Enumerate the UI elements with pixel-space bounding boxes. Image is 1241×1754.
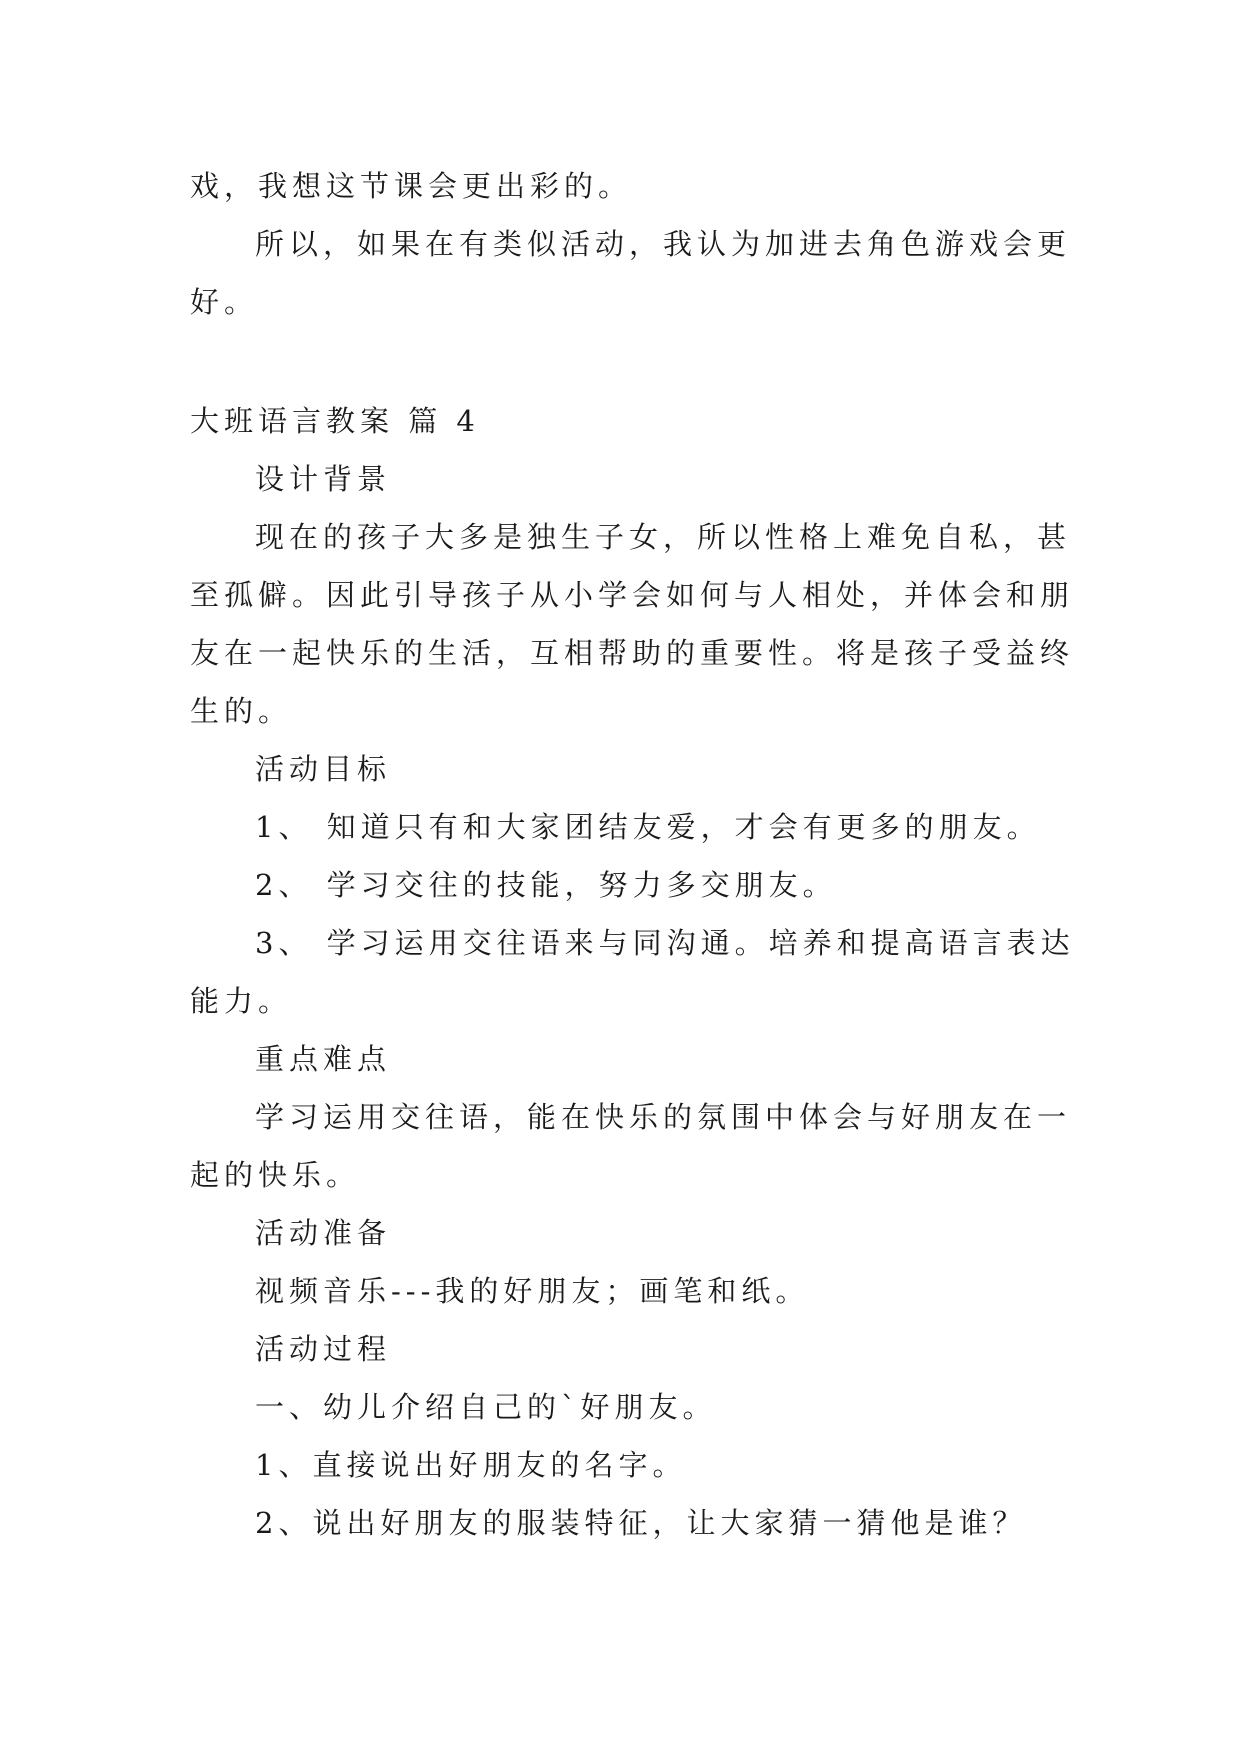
heading-process: 活动过程	[255, 1332, 392, 1366]
text-line-6: 现在的孩子大多是独生子女，所以性格上难免自私，甚	[255, 520, 1072, 554]
text-line-7: 至孤僻。因此引导孩子从小学会如何与人相处，并体会和朋	[190, 578, 1075, 612]
text-line-3: 好。	[190, 285, 259, 319]
text-line-1: 戏，我想这节课会更出彩的。	[190, 169, 633, 203]
text-line-2: 所以，如果在有类似活动，我认为加进去角色游戏会更	[255, 227, 1072, 261]
text-line-16: 学习运用交往语，能在快乐的氛围中体会与好朋友在一	[255, 1100, 1072, 1134]
heading-key-points: 重点难点	[255, 1042, 392, 1076]
text-line-9: 生的。	[190, 694, 293, 728]
text-line-17: 起的快乐。	[190, 1158, 361, 1192]
text-line-8: 友在一起快乐的生活，互相帮助的重要性。将是孩子受益终	[190, 636, 1075, 670]
section-heading: 大班语言教案 篇 4	[190, 404, 480, 438]
process-item-2: 2、说出好朋友的服装特征，让大家猜一猜他是谁？	[255, 1506, 1027, 1540]
goal-item-1: 1、 知道只有和大家团结友爱，才会有更多的朋友。	[255, 810, 1041, 844]
text-line-14: 能力。	[190, 984, 293, 1018]
heading-design-background: 设计背景	[255, 462, 392, 496]
heading-preparation: 活动准备	[255, 1216, 392, 1250]
heading-activity-goals: 活动目标	[255, 752, 392, 786]
process-step-1: 一、幼儿介绍自己的`好朋友。	[255, 1390, 717, 1424]
goal-item-2: 2、 学习交往的技能，努力多交朋友。	[255, 868, 837, 902]
text-line-19: 视频音乐---我的好朋友；画笔和纸。	[255, 1274, 810, 1308]
process-item-1: 1、直接说出好朋友的名字。	[255, 1448, 687, 1482]
goal-item-3: 3、 学习运用交往语来与同沟通。培养和提高语言表达	[255, 926, 1075, 960]
